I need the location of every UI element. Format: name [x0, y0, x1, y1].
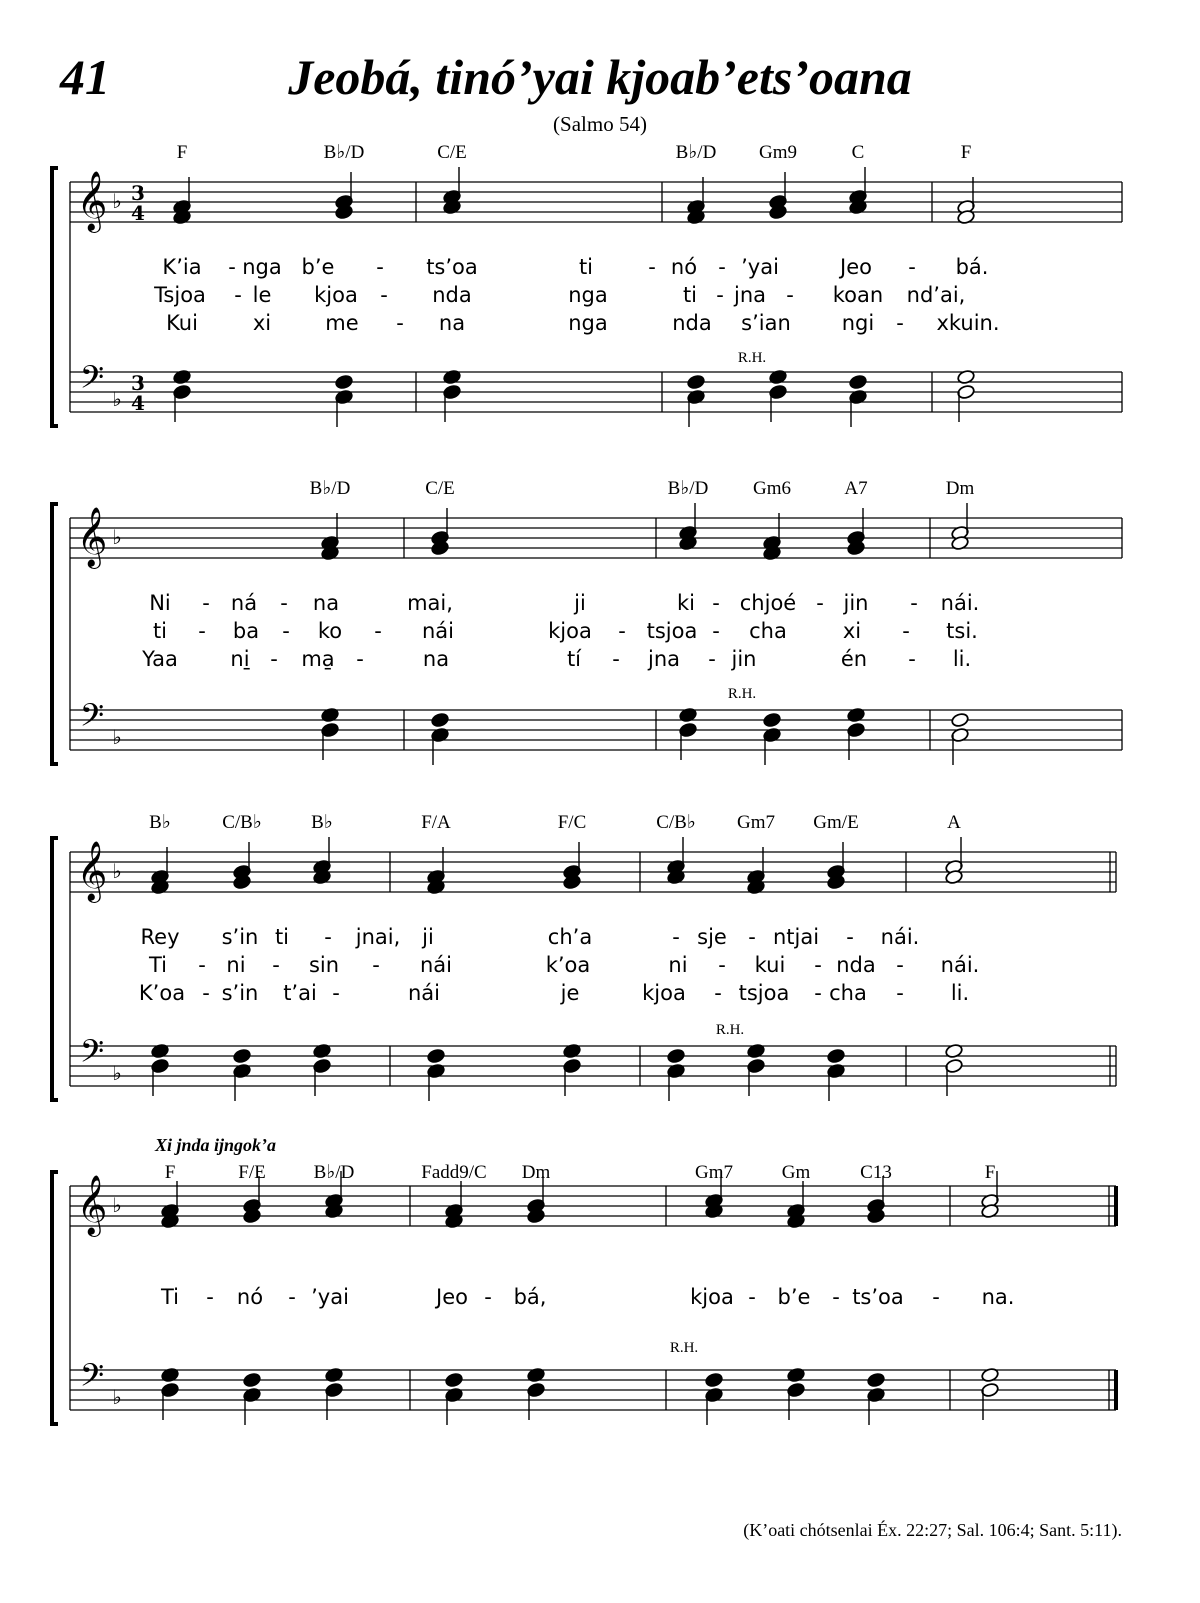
chord-symbol: F: [176, 142, 188, 163]
lyric-syllable: Kui: [166, 311, 198, 335]
lyric-syllable: nda: [836, 953, 876, 977]
bass-note-head: [445, 1372, 464, 1388]
lyric-syllable: s’in: [221, 981, 259, 1005]
lyric-hyphen: -: [280, 591, 288, 615]
lyric-syllable: ngi: [841, 311, 875, 335]
flat-icon: ♭: [112, 725, 122, 749]
lyric-hyphen: -: [612, 647, 620, 671]
lyric-hyphen: -: [202, 981, 210, 1005]
lyric-syllable: sin: [308, 953, 340, 977]
chord-symbol: A: [947, 812, 961, 833]
bass-note-head: [233, 1048, 252, 1064]
bass-note-head: [431, 712, 450, 728]
lyric-hyphen: -: [718, 953, 726, 977]
lyric-syllable: nda: [432, 283, 472, 307]
lyric-hyphen: -: [198, 953, 206, 977]
lyric-syllable: Yaa: [142, 647, 178, 671]
lyric-hyphen: -: [814, 953, 822, 977]
treble-clef-icon: 𝄞: [76, 1175, 108, 1235]
lyric-syllable: nó: [236, 1285, 264, 1309]
bass-note-head: [427, 1048, 446, 1064]
chord-symbol: C/B♭: [222, 812, 262, 833]
lyric-syllable: mai,: [407, 591, 453, 615]
lyric-hyphen: -: [910, 591, 918, 615]
lyric-syllable: Ti: [148, 953, 168, 977]
lyric-syllable: Ni: [149, 591, 171, 615]
lyric-hyphen: -: [816, 591, 824, 615]
lyric-syllable: ts’oa: [852, 1285, 904, 1309]
chord-symbol: B♭/D: [667, 478, 709, 499]
right-hand-marker: R.H.: [715, 1022, 745, 1038]
lyric-hyphen: -: [672, 925, 680, 949]
right-hand-marker: R.H.: [727, 686, 757, 702]
bass-clef-icon: 𝄢: [79, 697, 105, 741]
lyric-hyphen: -: [908, 255, 916, 279]
lyric-syllable: ti: [152, 619, 168, 643]
lyric-syllable: tsi.: [946, 619, 978, 643]
lyric-syllable: nái: [421, 619, 455, 643]
lyric-hyphen: -: [714, 981, 722, 1005]
lyric-hyphen: -: [372, 953, 380, 977]
lyric-syllable: t’ai: [283, 981, 317, 1005]
lyric-syllable: K’ia: [162, 255, 202, 279]
lyric-syllable: ná: [230, 591, 258, 615]
lyric-syllable: ni: [668, 953, 688, 977]
flat-icon: ♭: [112, 1193, 122, 1217]
time-signature-top: 3: [131, 181, 145, 205]
hymn-title: Jeobá, tinó’yai kjoab’ets’oana: [288, 49, 912, 105]
lyric-syllable: ni̱: [230, 647, 250, 671]
lyric-syllable: jnai,: [355, 925, 401, 949]
chord-symbol: C13: [860, 1162, 892, 1183]
lyric-syllable: ni: [226, 953, 246, 977]
lyric-hyphen: -: [718, 255, 726, 279]
lyric-syllable: nái.: [940, 953, 980, 977]
chord-symbol: B♭/D: [323, 142, 365, 163]
chord-symbol: F: [164, 1162, 176, 1183]
lyric-syllable: chjoé: [739, 591, 797, 615]
lyric-syllable: bá.: [955, 255, 989, 279]
lyric-hyphen: -: [332, 981, 340, 1005]
lyric-syllable: na: [422, 647, 450, 671]
lyric-syllable: li.: [950, 981, 970, 1005]
lyric-syllable: Ti: [160, 1285, 180, 1309]
system-bracket: [52, 504, 58, 764]
lyric-syllable: nái.: [940, 591, 980, 615]
lyric-hyphen: -: [716, 283, 724, 307]
treble-clef-icon: 𝄞: [76, 507, 108, 567]
bass-clef-icon: 𝄢: [79, 1357, 105, 1401]
lyric-syllable: na.: [981, 1285, 1015, 1309]
lyric-syllable: sje: [697, 925, 727, 949]
lyric-hyphen: -: [786, 283, 794, 307]
lyric-hyphen: -: [902, 619, 910, 643]
scripture-footnote: (K’oati chótsenlai Éx. 22:27; Sal. 106:4; Sant. 5:11).: [743, 1520, 1122, 1540]
lyric-hyphen: -: [206, 1285, 214, 1309]
bass-note-head: [243, 1372, 262, 1388]
lyric-syllable: ’yai: [311, 1285, 349, 1309]
chord-symbol: A7: [844, 478, 868, 499]
bass-note-head: [335, 374, 354, 390]
lyric-syllable: bá,: [513, 1285, 547, 1309]
lyric-hyphen: -: [618, 619, 626, 643]
lyric-syllable: koan: [832, 283, 884, 307]
lyric-syllable: K’oa: [138, 981, 186, 1005]
lyric-syllable: nd’ai,: [906, 283, 966, 307]
chord-symbol: Gm: [781, 1162, 811, 1183]
lyric-syllable: én: [840, 647, 868, 671]
lyric-syllable: b’e: [301, 255, 335, 279]
flat-icon: ♭: [112, 1385, 122, 1409]
lyric-hyphen: -: [396, 311, 404, 335]
bass-clef-icon: 𝄢: [79, 359, 105, 403]
chord-symbol: C/B♭: [656, 812, 696, 833]
lyric-syllable: ti: [682, 283, 698, 307]
chord-symbol: Gm9: [759, 142, 797, 163]
lyric-syllable: tí: [566, 647, 582, 671]
lyric-syllable: nga: [242, 255, 282, 279]
lyric-hyphen: -: [814, 981, 822, 1005]
lyric-syllable: li.: [952, 647, 972, 671]
lyric-syllable: na: [312, 591, 340, 615]
chord-symbol: C/E: [425, 478, 455, 499]
lyric-hyphen: -: [832, 1285, 840, 1309]
bass-note-head: [849, 374, 868, 390]
lyric-syllable: ch’a: [547, 925, 593, 949]
lyric-hyphen: -: [846, 925, 854, 949]
chord-symbol: C: [851, 142, 865, 163]
system-bracket: [52, 1172, 58, 1424]
lyric-syllable: b’e: [777, 1285, 811, 1309]
lyric-syllable: cha: [749, 619, 787, 643]
chord-symbol: F: [960, 142, 972, 163]
lyric-syllable: s’ian: [741, 311, 791, 335]
lyric-syllable: kjoa: [642, 981, 686, 1005]
lyric-hyphen: -: [356, 647, 364, 671]
lyric-hyphen: -: [376, 255, 384, 279]
lyric-syllable: nó: [670, 255, 698, 279]
lyric-hyphen: -: [748, 1285, 756, 1309]
lyric-syllable: ti: [578, 255, 594, 279]
lyric-hyphen: -: [896, 981, 904, 1005]
lyric-syllable: ba: [232, 619, 260, 643]
time-signature-top: 3: [131, 371, 145, 395]
lyric-hyphen: -: [712, 619, 720, 643]
lyric-hyphen: -: [374, 619, 382, 643]
lyric-syllable: kjoa: [690, 1285, 734, 1309]
chord-symbol: F/E: [238, 1162, 266, 1183]
lyric-hyphen: -: [748, 925, 756, 949]
chord-symbol: F: [984, 1162, 996, 1183]
lyric-syllable: kjoa: [548, 619, 592, 643]
chord-symbol: Gm6: [753, 478, 791, 499]
lyric-syllable: xkuin.: [936, 311, 1000, 335]
bass-clef-icon: 𝄢: [79, 1033, 105, 1077]
lyric-hyphen: -: [282, 619, 290, 643]
lyric-syllable: Jeo: [840, 255, 872, 279]
chord-symbol: Gm7: [695, 1162, 733, 1183]
lyric-hyphen: -: [202, 591, 210, 615]
lyric-hyphen: -: [908, 647, 916, 671]
chord-symbol: B♭/D: [675, 142, 717, 163]
lyric-syllable: Rey: [140, 925, 180, 949]
lyric-syllable: ntjai: [772, 925, 820, 949]
lyric-hyphen: -: [324, 925, 332, 949]
chord-symbol: B♭: [311, 812, 333, 833]
lyric-hyphen: -: [272, 953, 280, 977]
lyric-syllable: je: [560, 981, 580, 1005]
chord-symbol: B♭/D: [313, 1162, 355, 1183]
lyric-syllable: nái: [407, 981, 441, 1005]
flat-icon: ♭: [112, 189, 122, 213]
lyric-syllable: cha: [829, 981, 867, 1005]
bass-note-head: [687, 374, 706, 390]
chord-symbol: Fadd9/C: [421, 1162, 487, 1183]
lyric-syllable: ko: [317, 619, 343, 643]
lyric-syllable: ’yai: [741, 255, 779, 279]
treble-clef-icon: 𝄞: [76, 841, 108, 901]
hymn-subtitle: (Salmo 54): [553, 112, 647, 136]
lyric-syllable: s’in: [221, 925, 259, 949]
lyric-hyphen: -: [932, 1285, 940, 1309]
flat-icon: ♭: [112, 387, 122, 411]
chord-symbol: F/C: [557, 812, 587, 833]
lyric-syllable: nda: [672, 311, 712, 335]
lyric-hyphen: -: [648, 255, 656, 279]
lyric-syllable: Tsjoa: [154, 283, 206, 307]
lyric-hyphen: -: [198, 619, 206, 643]
right-hand-marker: R.H.: [669, 1340, 699, 1356]
treble-clef-icon: 𝄞: [76, 171, 108, 231]
bass-note-head: [667, 1048, 686, 1064]
flat-icon: ♭: [112, 859, 122, 883]
lyric-syllable: ji: [574, 591, 586, 615]
hymn-number: 41: [60, 49, 110, 105]
section-label: Xi jnda ijngok’a: [155, 1135, 277, 1155]
chord-symbol: F/A: [421, 812, 451, 833]
bass-note-head: [705, 1372, 724, 1388]
lyric-syllable: ma̱: [301, 647, 335, 671]
lyric-hyphen: -: [228, 255, 236, 279]
chord-symbol: Gm7: [737, 812, 775, 833]
system-bracket: [52, 168, 58, 426]
lyric-syllable: tsjoa: [738, 981, 790, 1005]
lyric-hyphen: -: [270, 647, 278, 671]
flat-icon: ♭: [112, 1061, 122, 1085]
lyric-syllable: Jeo: [436, 1285, 468, 1309]
lyric-syllable: ji: [422, 925, 434, 949]
lyric-hyphen: -: [484, 1285, 492, 1309]
lyric-syllable: nái: [419, 953, 453, 977]
bass-note-head: [951, 712, 970, 728]
lyric-hyphen: -: [234, 283, 242, 307]
lyric-syllable: ki: [677, 591, 695, 615]
lyric-syllable: xi: [252, 311, 272, 335]
lyric-syllable: me: [325, 311, 359, 335]
chord-symbol: B♭/D: [309, 478, 351, 499]
lyric-hyphen: -: [288, 1285, 296, 1309]
lyric-syllable: nga: [568, 311, 608, 335]
lyric-hyphen: -: [708, 647, 716, 671]
chord-symbol: Dm: [521, 1162, 551, 1183]
lyric-hyphen: -: [896, 953, 904, 977]
lyric-hyphen: -: [380, 283, 388, 307]
lyric-syllable: kui: [754, 953, 786, 977]
bass-note-head: [763, 712, 782, 728]
lyric-syllable: na: [438, 311, 466, 335]
chord-symbol: Dm: [945, 478, 975, 499]
chord-symbol: B♭: [149, 812, 171, 833]
flat-icon: ♭: [112, 525, 122, 549]
lyric-syllable: le: [252, 283, 272, 307]
bass-note-head: [867, 1372, 886, 1388]
lyric-syllable: jin: [731, 647, 757, 671]
lyric-syllable: ts’oa: [426, 255, 478, 279]
time-signature-bottom: 4: [131, 201, 145, 225]
system-bracket: [52, 838, 58, 1100]
lyric-syllable: nga: [568, 283, 608, 307]
bass-note-head: [827, 1048, 846, 1064]
lyric-syllable: nái.: [880, 925, 920, 949]
chord-symbol: C/E: [437, 142, 467, 163]
lyric-hyphen: -: [712, 591, 720, 615]
lyric-hyphen: -: [896, 311, 904, 335]
lyric-syllable: jin: [843, 591, 869, 615]
lyric-syllable: jna: [733, 283, 767, 307]
chord-symbol: Gm/E: [813, 812, 859, 833]
right-hand-marker: R.H.: [737, 350, 767, 366]
lyric-syllable: tsjoa: [646, 619, 698, 643]
lyric-syllable: ti: [274, 925, 290, 949]
time-signature-bottom: 4: [131, 391, 145, 415]
lyric-syllable: xi: [842, 619, 862, 643]
lyric-syllable: jna: [647, 647, 681, 671]
lyric-syllable: kjoa: [314, 283, 358, 307]
lyric-syllable: k’oa: [545, 953, 591, 977]
